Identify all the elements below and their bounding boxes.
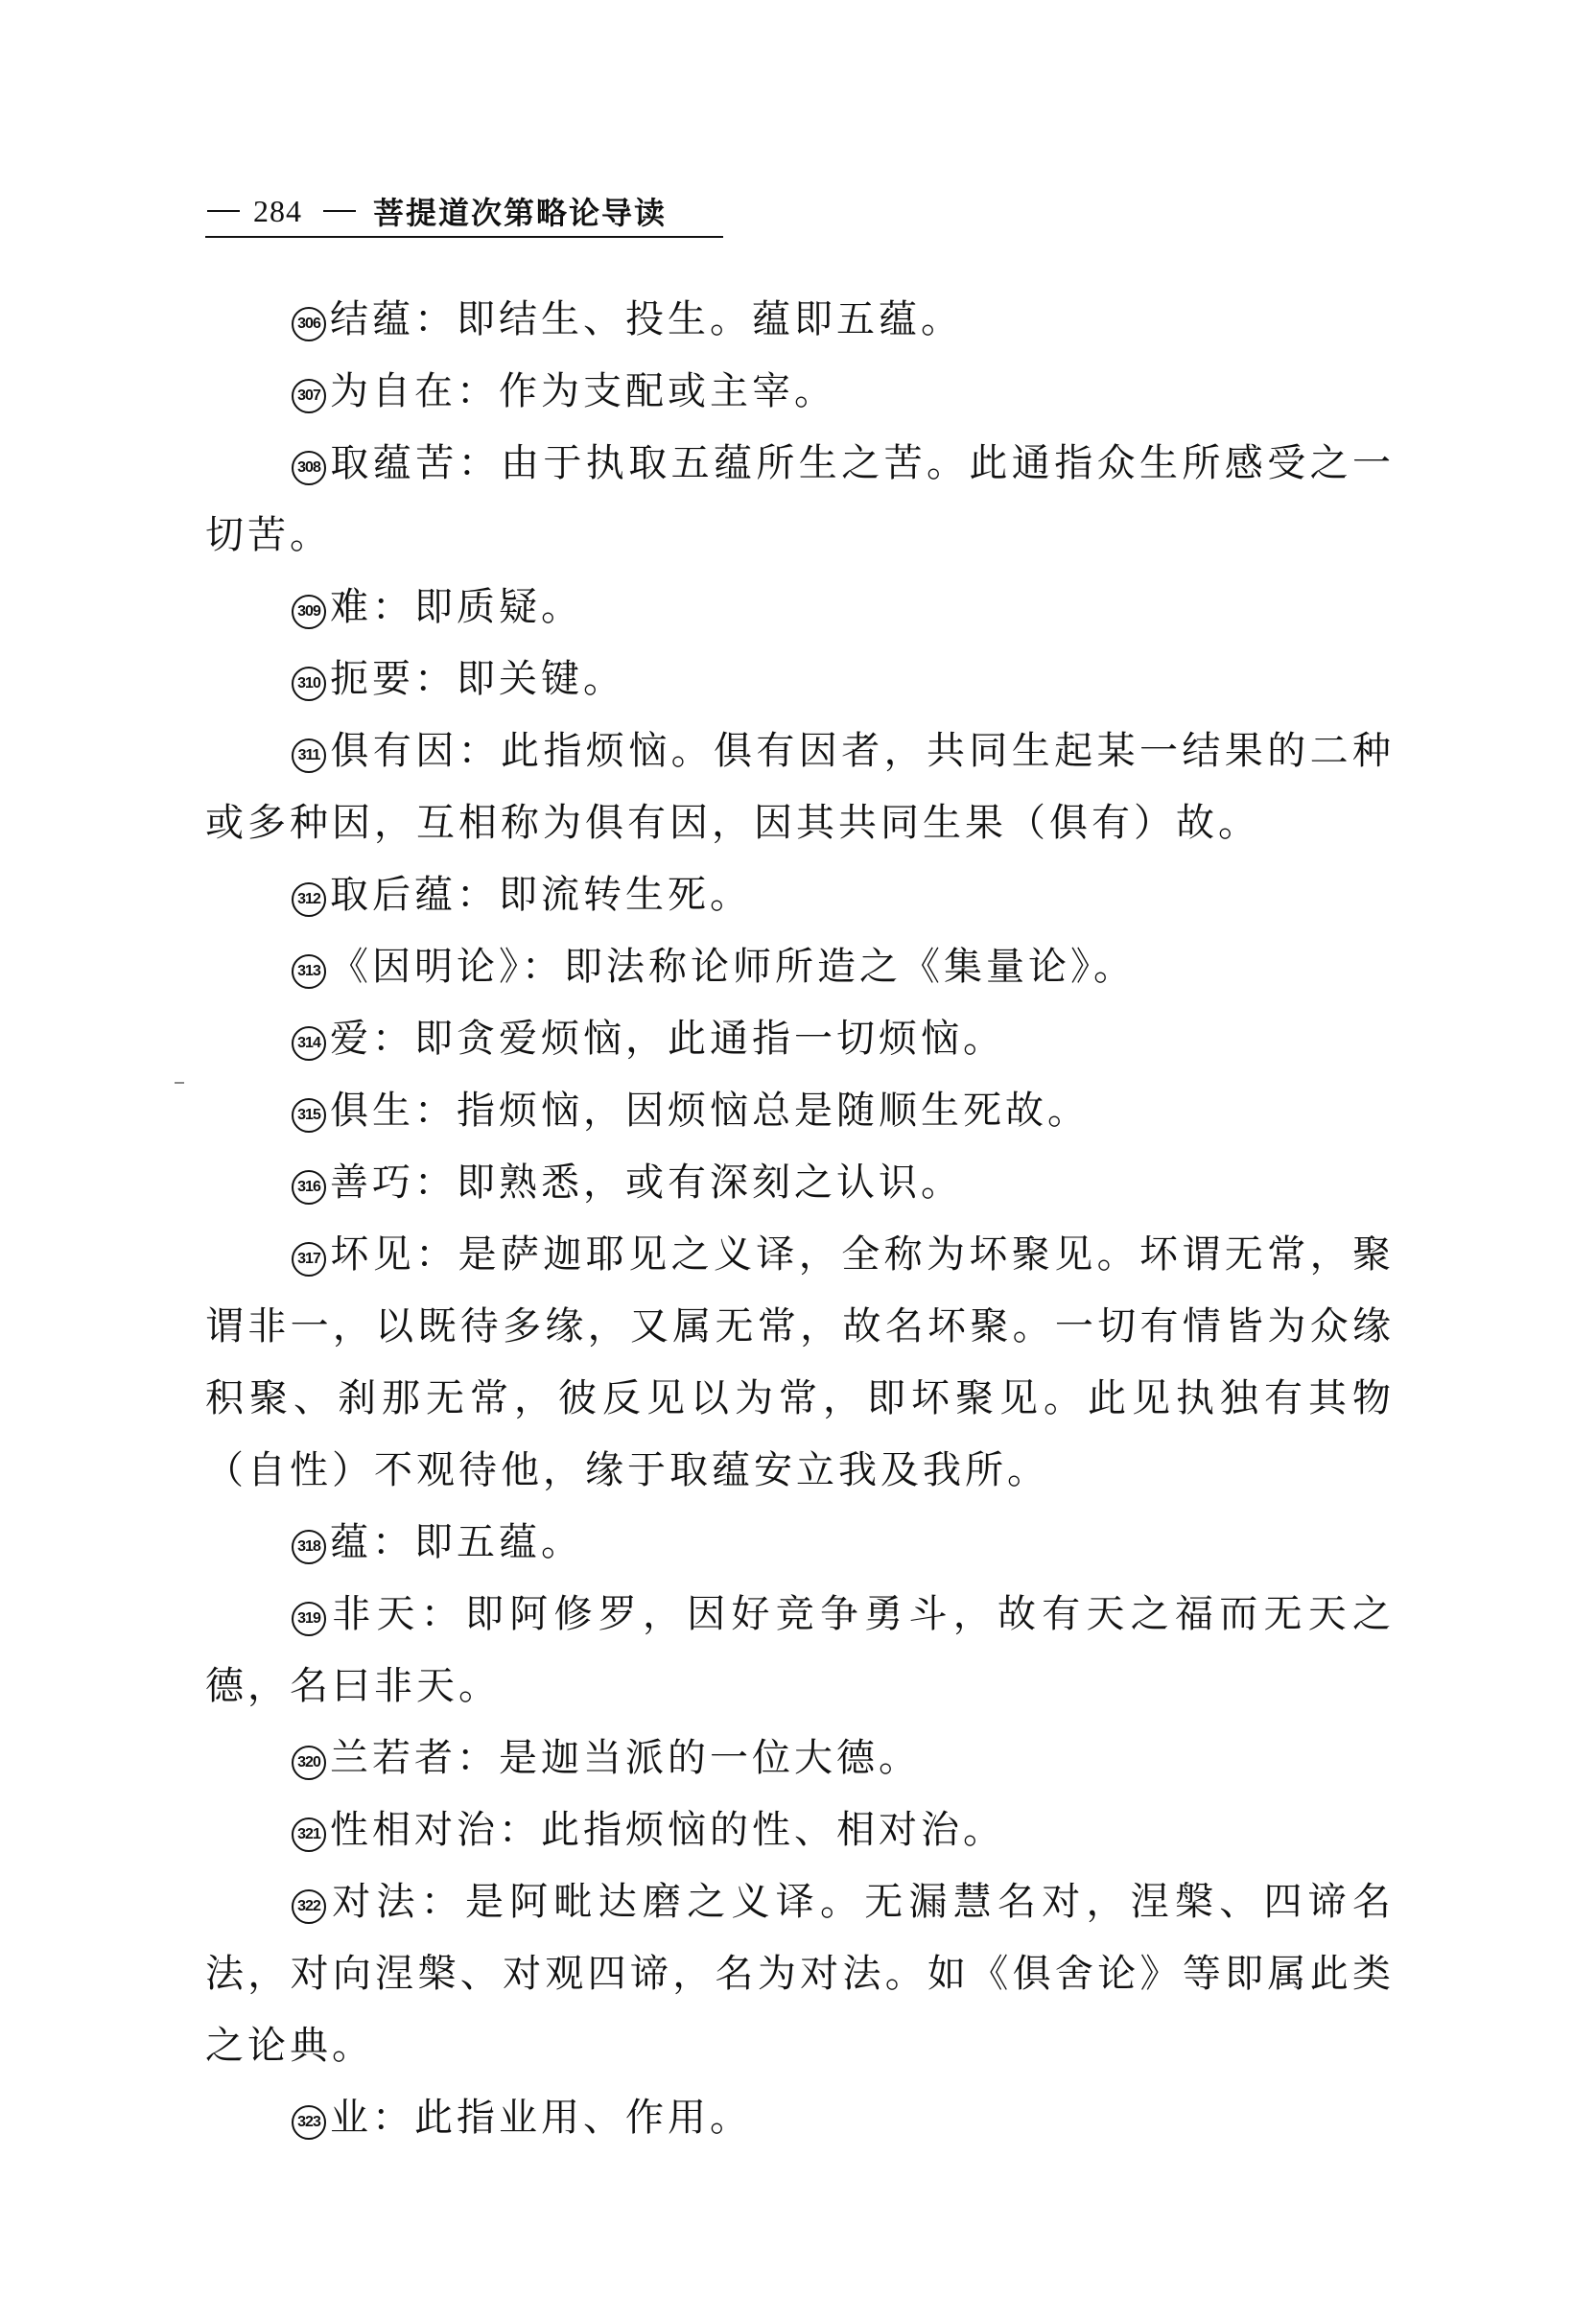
note-319 [205, 1579, 1395, 1723]
dash-right [323, 210, 356, 212]
note-text: 为自在：作为支配或主宰。 [330, 369, 836, 413]
note-323 [205, 2082, 1395, 2154]
note-316 [205, 1147, 1395, 1219]
note-text: 结蕴：即结生、投生。蕴即五蕴。 [330, 297, 963, 341]
note-number-marker: 320 [292, 1746, 326, 1780]
note-number-marker: 313 [292, 954, 326, 989]
note-318 [205, 1507, 1395, 1579]
header-rule [205, 236, 723, 238]
note-text: 取蕴苦：由于执取五蕴所生之苦。此通指众生所感受之一切苦。 [205, 441, 1395, 557]
note-317 [205, 1219, 1395, 1507]
note-311 [205, 715, 1395, 859]
dash-left [207, 210, 240, 212]
note-number-marker: 317 [292, 1242, 326, 1277]
notes-body [205, 284, 1395, 2154]
note-text: 非天：即阿修罗，因好竞争勇斗，故有天之福而无天之德，名曰非天。 [205, 1592, 1395, 1708]
note-number-marker: 308 [292, 451, 326, 485]
note-307 [205, 356, 1395, 428]
note-number-marker: 315 [292, 1098, 326, 1133]
note-text: 难：即质疑。 [330, 585, 583, 629]
note-number-marker: 310 [292, 667, 326, 701]
note-313 [205, 931, 1395, 1003]
note-text: 业：此指业用、作用。 [330, 2096, 752, 2140]
note-320 [205, 1723, 1395, 1794]
page-number: 284 [253, 193, 302, 228]
note-321 [205, 1794, 1395, 1866]
note-315 [205, 1075, 1395, 1147]
note-number-marker: 318 [292, 1530, 326, 1564]
note-number-marker: 306 [292, 307, 326, 341]
note-number-marker: 321 [292, 1817, 326, 1852]
note-text: 善巧：即熟悉，或有深刻之认识。 [330, 1161, 963, 1205]
note-number-marker: 322 [292, 1889, 326, 1924]
note-number-marker: 319 [292, 1602, 326, 1636]
note-314 [205, 1003, 1395, 1075]
note-text: 性相对治：此指烦恼的性、相对治。 [330, 1808, 1005, 1852]
running-head [207, 188, 744, 234]
book-title: 菩提道次第略论导读 [373, 195, 668, 231]
note-text: 坏见：是萨迦耶见之义译，全称为坏聚见。坏谓无常，聚谓非一，以既待多缘，又属无常，故名坏聚。一切有情皆为众缘积聚、刹那无常，彼反见以为常，即坏聚见。此见执独有其物（自性）不观待他，缘于取蕴安立我及我所。 [205, 1232, 1395, 1492]
note-308 [205, 428, 1395, 572]
note-text: 扼要：即关键。 [330, 657, 625, 701]
note-310 [205, 644, 1395, 715]
note-number-marker: 311 [292, 739, 326, 773]
note-number-marker: 316 [292, 1170, 326, 1205]
note-322 [205, 1866, 1395, 2082]
note-text: 爱：即贪爱烦恼，此通指一切烦恼。 [330, 1017, 1005, 1061]
note-number-marker: 309 [292, 595, 326, 629]
note-text: 对法：是阿毗达磨之义译。无漏慧名对，涅槃、四谛名法，对向涅槃、对观四谛，名为对法。如《俱舍论》等即属此类之论典。 [205, 1880, 1395, 2068]
note-312 [205, 859, 1395, 931]
note-309 [205, 572, 1395, 644]
note-text: 俱有因：此指烦恼。俱有因者，共同生起某一结果的二种或多种因，互相称为俱有因，因其共同生果（俱有）故。 [205, 729, 1395, 845]
note-number-marker: 314 [292, 1026, 326, 1061]
note-306 [205, 284, 1395, 356]
margin-mark [175, 1082, 184, 1084]
note-number-marker: 312 [292, 882, 326, 917]
note-number-marker: 307 [292, 379, 326, 413]
note-text: 俱生：指烦恼，因烦恼总是随顺生死故。 [330, 1089, 1090, 1133]
note-number-marker: 323 [292, 2105, 326, 2140]
note-text: 《因明论》：即法称论师所造之《集量论》。 [330, 945, 1136, 989]
note-text: 蕴：即五蕴。 [330, 1520, 583, 1564]
note-text: 兰若者：是迦当派的一位大德。 [330, 1736, 921, 1780]
note-text: 取后蕴：即流转生死。 [330, 873, 752, 917]
